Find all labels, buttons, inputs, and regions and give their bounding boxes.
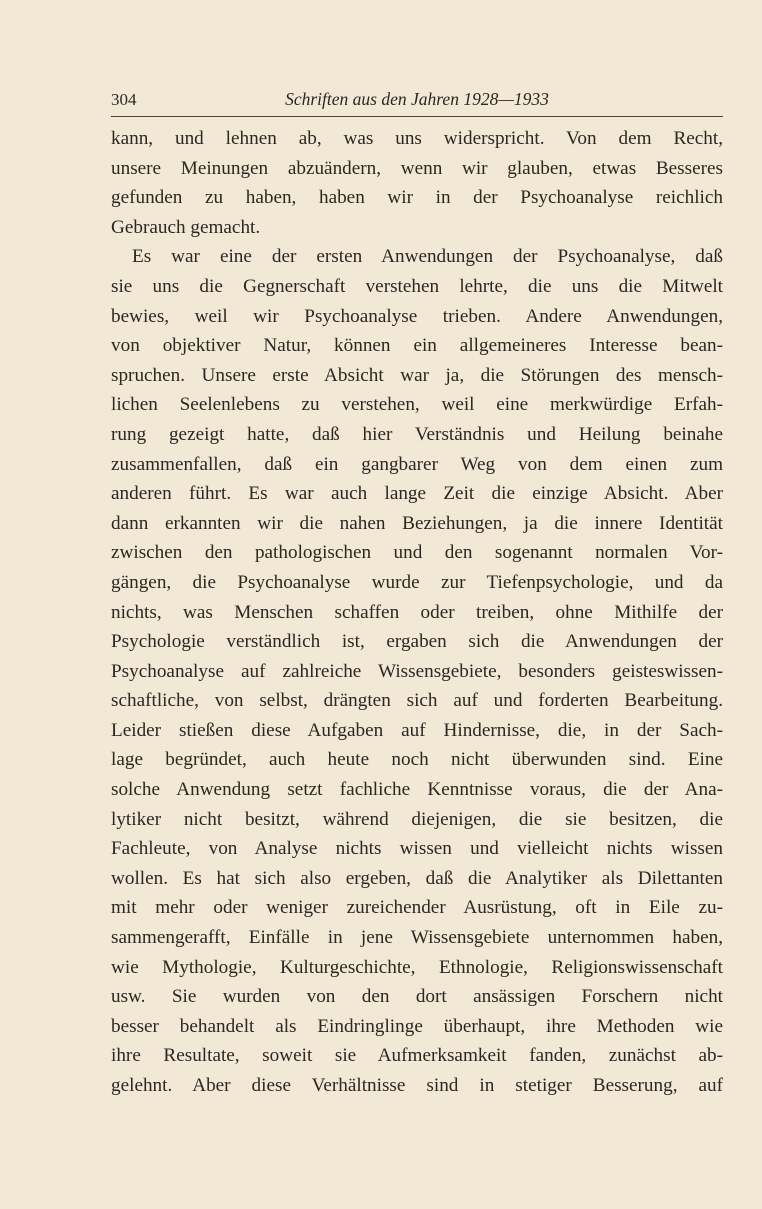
text-line: Leider stießen diese Aufgaben auf Hindernisse, die, in der Sach- xyxy=(111,719,723,741)
text-line: zusammenfallen, daß ein gangbarer Weg von dem einen zum xyxy=(111,453,723,475)
text-line: wie Mythologie, Kulturgeschichte, Ethnologie, Religionswissenschaft xyxy=(111,956,723,978)
running-header xyxy=(111,88,723,117)
text-line: lytiker nicht besitzt, während diejenigen, die sie besitzen, die xyxy=(111,808,723,830)
text-line: nichts, was Menschen schaffen oder treiben, ohne Mithilfe der xyxy=(111,601,723,623)
paragraph xyxy=(111,242,723,1100)
text-line: gefunden zu haben, haben wir in der Psychoanalyse reichlich xyxy=(111,187,723,209)
text-line: besser behandelt als Eindringlinge überhaupt, ihre Methoden wie xyxy=(111,1015,723,1037)
paragraph xyxy=(111,124,723,242)
text-line: Psychoanalyse auf zahlreiche Wissensgebiete, besonders geisteswissen- xyxy=(111,660,723,682)
text-line: von objektiver Natur, können ein allgemeineres Interesse bean- xyxy=(111,335,723,357)
text-line: gelehnt. Aber diese Verhältnisse sind in stetiger Besserung, auf xyxy=(111,1075,723,1096)
text-line: wollen. Es hat sich also ergeben, daß die Analytiker als Dilettanten xyxy=(111,867,723,889)
text-line: spruchen. Unsere erste Absicht war ja, die Störungen des mensch- xyxy=(111,364,723,386)
text-line: sammengerafft, Einfälle in jene Wissensgebiete unternommen haben, xyxy=(111,927,723,949)
text-line: zwischen den pathologischen und den sogenannt normalen Vor- xyxy=(111,542,723,564)
text-line: usw. Sie wurden von den dort ansässigen Forschern nicht xyxy=(111,986,723,1008)
text-line: Psychologie verständlich ist, ergaben sich die Anwendungen der xyxy=(111,631,723,653)
text-line: sie uns die Gegnerschaft verstehen lehrte, die uns die Mitwelt xyxy=(111,275,723,297)
text-line: bewies, weil wir Psychoanalyse trieben. Andere Anwendungen, xyxy=(111,305,723,327)
text-line: Fachleute, von Analyse nichts wissen und vielleicht nichts wissen xyxy=(111,838,723,860)
text-line: anderen führt. Es war auch lange Zeit die einzige Absicht. Aber xyxy=(111,483,723,505)
text-line: rung gezeigt hatte, daß hier Verständnis und Heilung beinahe xyxy=(111,423,723,445)
text-line: schaftliche, von selbst, drängten sich auf und forderten Bearbeitung. xyxy=(111,690,723,712)
text-line: kann, und lehnen ab, was uns widerspricht. Von dem Recht, xyxy=(111,128,723,149)
text-line: ihre Resultate, soweit sie Aufmerksamkeit fanden, zunächst ab- xyxy=(111,1045,723,1067)
text-line: Es war eine der ersten Anwendungen der Psychoanalyse, daß xyxy=(132,246,723,268)
text-line: gängen, die Psychoanalyse wurde zur Tiefenpsychologie, und da xyxy=(111,571,723,593)
text-line: lage begründet, auch heute noch nicht überwunden sind. Eine xyxy=(111,749,723,771)
text-line: unsere Meinungen abzuändern, wenn wir glauben, etwas Besseres xyxy=(111,157,723,179)
text-line: dann erkannten wir die nahen Beziehungen, ja die innere Identität xyxy=(111,512,723,534)
page-number: 304 xyxy=(111,90,137,109)
running-title: Schriften aus den Jahren 1928—1933 xyxy=(285,89,549,109)
body-text xyxy=(111,124,723,1101)
text-line: solche Anwendung setzt fachliche Kenntnisse voraus, die der Ana- xyxy=(111,779,723,801)
text-line: Gebrauch gemacht. xyxy=(111,216,261,238)
text-line: lichen Seelenlebens zu verstehen, weil eine merkwürdige Erfah- xyxy=(111,394,723,416)
text-line: mit mehr oder weniger zureichender Ausrüstung, oft in Eile zu- xyxy=(111,897,723,919)
